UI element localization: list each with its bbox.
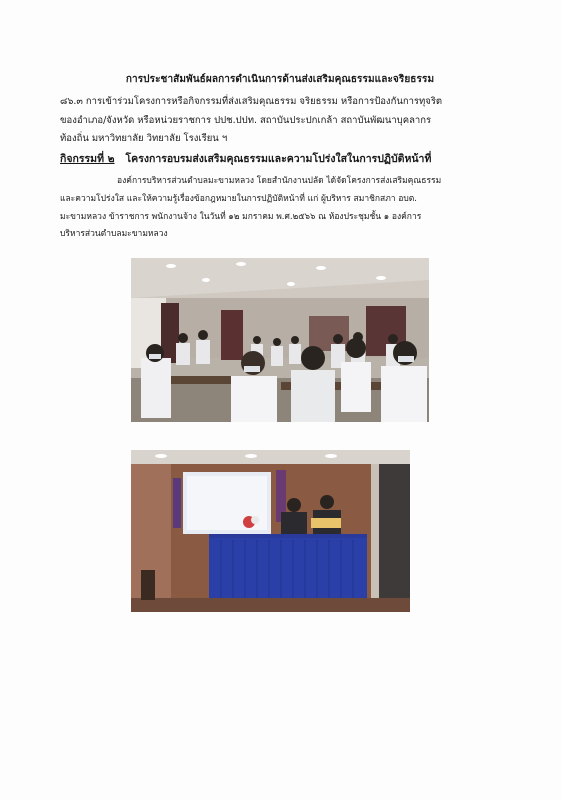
item-line-2: ของอำเภอ/จังหวัด หรือหน่วยราชการ ปปช.ปปท. สถาบันประปกเกล้า สถาบันพัฒนาบุคลากร (60, 115, 432, 126)
item-line-3: ท้องถิ่น มหาวิทยาลัย วิทยาลัย โรงเรียน ฯ (60, 133, 228, 144)
document-title: การประชาสัมพันธ์ผลการดำเนินการด้านส่งเสริมคุณธรรมและจริยธรรม (125, 74, 435, 85)
training-participants-photo (131, 258, 429, 422)
item-line-1: ๘๖.๓ การเข้าร่วมโครงการหรือกิจกรรมที่ส่งเสริมคุณธรรม จริยธรรม หรือการป้องกันการทุจริต (60, 96, 443, 107)
paragraph-line-2: และความโปร่งใส และให้ความรู้เรื่องข้อกฎหมายในการปฏิบัติหน้าที่ แก่ ผู้บริหาร สมาชิกสภา อบต. (60, 194, 417, 204)
activity-title: โครงการอบรมส่งเสริมคุณธรรมและความโปร่งใสในการปฏิบัติหน้าที่ (125, 153, 432, 165)
paragraph-line-4: บริหารส่วนตำบลมะขามหลวง (60, 229, 168, 239)
training-presenters-photo (131, 450, 410, 612)
activity-heading (60, 150, 431, 167)
paragraph-line-1: องค์การบริหารส่วนตำบลมะขามหลวง โดยสำนักงานปลัด ได้จัดโครงการส่งเสริมคุณธรรม (117, 176, 442, 186)
paragraph-line-3: มะขามหลวง ข้าราชการ พนักงานจ้าง ในวันที่ ๑๒ มกราคม พ.ศ.๒๕๖๖ ณ ห้องประชุมชั้น ๑ องค์การ (60, 212, 422, 222)
activity-label: กิจกรรมที่ ๒ (60, 153, 115, 165)
